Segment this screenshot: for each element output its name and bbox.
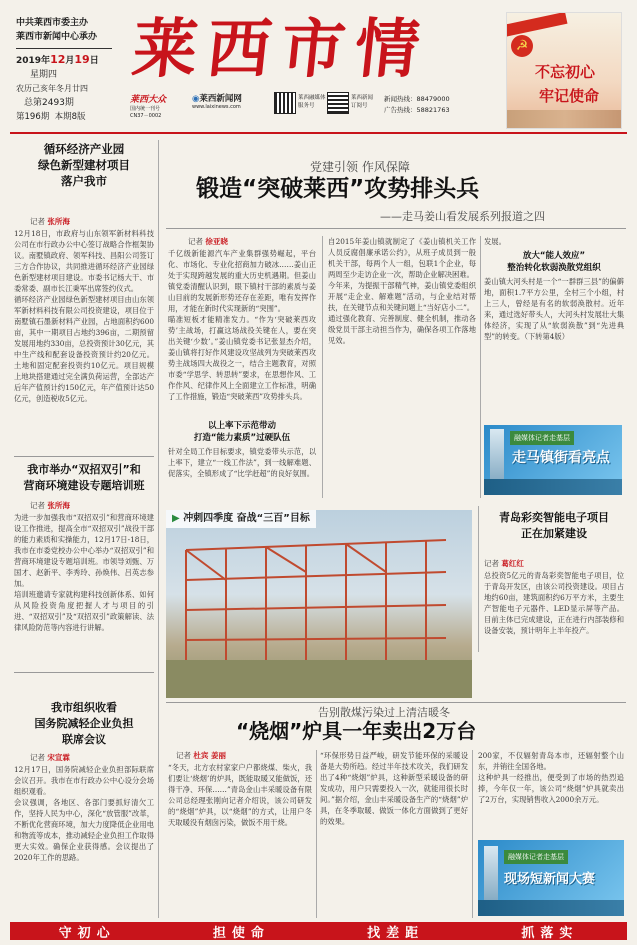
lead-col3-body: 姜山镇大河头村是一个“一群群三县”的偏僻地，面积1.7平方公里，全村三个小组，村上三人，曾经是有名的软弱涣散村。近年来，通过选好带头人，大河头村发展壮大集体经济，实现了从“软弱涣散”到“先进典型”的转变。（下转第4版） xyxy=(484,277,624,341)
promo2-title: 现场短新闻大赛 xyxy=(504,872,596,887)
promo1-tag: 融媒体记者走基层 xyxy=(510,431,574,445)
promo-street-highlights[interactable] xyxy=(484,425,622,495)
lead-byline: 记者 徐亚晓 xyxy=(188,237,228,246)
organizer-line: 莱西市新闻中心承办 xyxy=(16,32,98,42)
slogan-banner xyxy=(506,12,622,129)
left-article2-title: 我市举办“双招双引”和 营商环境建设专题培训班 xyxy=(23,463,145,492)
qr1-label: 莱西融媒体 服务号 xyxy=(298,95,326,109)
logo1-name: 莱西大众 xyxy=(130,95,167,105)
lead-col2-body: 自2015年姜山镇就制定了《姜山镇机关工作人员反腐倡廉承诺公约》，从班子成员到一般机关干部，每两个人一组，包联1个企业，每两周至少走访企业一次，帮助企业解决困难。 今年来，为提振干部精气神，姜山镇党委组织开展“走企业、解难题”活动，与企业结对帮扶，在关键节点和关键问题上“当好店小二”。 通过强化教育、完善制度、健全机制，推动各级党员干部主动担当作为，确保各项工作落地见效。 xyxy=(328,237,476,345)
left-sep-1 xyxy=(14,456,154,457)
header-left-info xyxy=(16,16,112,124)
left-article1-body: 12月18日，市政府与山东领军新材料科技公司在市行政办公中心签订战略合作框架协议。南墅镇政府、领军科技、昌阳公司签订三方合作协议，共同推进循环经济产业园绿色新型建材项目建设。市委书记杨大干、市委常委、副市长江秉军出席签约仪式。 循环经济产业园绿色新型建材项目由山东领军新材料科技有限公司投资建设，项目位于南墅镇石墨新材料产业园，占地面积约600亩，其中一期项目占地约396亩，二期预留发展用地约330亩，总投资预计30亿元，其中生产线和配套设备投资预计约20亿元。土地和固定配套投资约10亿元。项目规模上地块搭建通过完全满负荷运营，全部达产后年产值预计约150亿元，年产值预计达50亿元，创造税收5亿元。 xyxy=(14,229,154,403)
left-article3-title: 我市组织收看 国务院减轻企业负担 联席会议 xyxy=(34,701,134,746)
right-mid-divider xyxy=(478,506,479,652)
logo1-code: CN37－0002 xyxy=(130,113,162,119)
news-hotline: 88479000 xyxy=(416,95,450,103)
flag-ribbon xyxy=(506,12,567,38)
lower-title: “烧烟”炉具一年卖出2万台 xyxy=(236,719,477,743)
footer-slogan-2: 担使命 xyxy=(212,925,270,941)
lead-rule xyxy=(166,228,626,229)
ad-hotline: 58821763 xyxy=(416,106,450,114)
city-silhouette xyxy=(507,110,622,128)
lower-rule xyxy=(166,702,626,703)
qr-code-subscribe[interactable] xyxy=(327,92,349,114)
footer-slogan-4: 抓落实 xyxy=(521,925,579,941)
play-icon: ▶ xyxy=(172,513,180,524)
promo2-tag: 融媒体记者走基层 xyxy=(504,850,568,864)
sponsor-line: 中共莱西市委主办 xyxy=(16,18,89,28)
promo1-title: 走马镇街看亮点 xyxy=(512,450,610,466)
right-article-title: 青岛彩奕智能电子项目 正在加紧建设 xyxy=(499,511,609,540)
lunar-date: 农历己亥年冬月廿四 xyxy=(16,84,88,93)
lower-col2-body: “环保形势日益严峻，研发节能环保的采暖设备是大势所趋。经过半年技术攻关，我们研发出了4种“烧烟”炉具，这种新型采暖设备的研发成功，用户只需要投入一次，就能用很长时间。”据介绍，金山丰采暖设备生产的“烧烟”炉具，在冬季取暖、做饭一体化方面做到了更好的效果。 xyxy=(320,751,468,826)
qr2-label: 莱西新闻 订阅号 xyxy=(351,95,374,109)
header-rule xyxy=(10,132,627,134)
logo2-name: ◉莱西新闻网 xyxy=(192,94,242,104)
promo-short-news-contest[interactable] xyxy=(478,840,624,916)
lower-col1-body: “冬天，北方农村家家户户都烧煤、柴火，我们要让‘烧烟’的炉具，既能取暖又能做饭，还得干净、环保……”青岛金山丰采暖设备有限公司总经理张刚向记者介绍说，该公司研发的“烧烟”炉具，以“烧烟”的方式，让用户冬天取暖没有烟囱污染，做饭不用干烧。 xyxy=(168,763,312,827)
lower-col-div2 xyxy=(472,750,473,918)
lead-subhead1: 以上率下示范带动 打造“能力素质”过硬队伍 xyxy=(193,421,291,443)
hotlines: 新闻热线：88479000 广告热线：58821763 xyxy=(384,95,450,114)
weekday: 星期四 xyxy=(30,70,58,80)
lead-subtitle: ——走马姜山看发展系列报道之四 xyxy=(380,210,545,223)
logo1-cn: 国内统一刊号 xyxy=(130,106,161,112)
footer-slogan-3: 找差距 xyxy=(367,925,425,941)
right-article-byline: 记者 葛红红 xyxy=(484,559,524,568)
globe-icon: ◉ xyxy=(192,94,200,104)
lower-kicker: 告别散煤污染过上清洁暖冬 xyxy=(318,706,450,719)
lead-col-div2 xyxy=(480,236,481,498)
left-article3-byline: 记者 宋宣霖 xyxy=(30,753,70,762)
lead-col1-body: 千亿级新能源汽车产业集群强势崛起，平台化、市场化、专业化招商加力破冰……姜山正处于实现跨越发展的重大历史机遇期。但姜山镇党委清醒认识到，眼下镇村干部的素质与姜山目前的发展新形势还存在差距，唯有发挥作用，才能在新时代实现新的“突围”。 瞄准短板才能精准发力。“作为‘突破莱西攻势’主战场，打赢这场战役关键在人，要在突出关键‘少数’。”姜山镇党委书记张显杰介绍，姜山镇将打好作风建设攻坚战列为突破莱西攻势主战场四大战役之一，结合主题教育，对照市委“学思学、转思转”要求，在思想作风、工作作风、纪律作风上全面建立工作标准，明确了工作措施，锻造“突破莱西”攻势排头兵。 xyxy=(168,249,316,401)
left-article1-title: 循环经济产业园 绿色新型建材项目 落户我市 xyxy=(38,142,130,188)
lower-col-div1 xyxy=(316,750,317,918)
lead-subhead2: 放大“能人效应” 整治转化软弱涣散党组织 xyxy=(507,251,601,273)
lead-col3-label: 发展。 xyxy=(484,237,506,246)
lead-col1-after: 针对全局工作目标要求，镇党委带头示范，以上率下，建立“一线工作法”，到一线解难题、促落实，全镇形成了“比学赶超”的良好氛围。 xyxy=(168,447,316,478)
logo2-url: www.laixinews.com xyxy=(192,104,241,110)
qr-code-service[interactable] xyxy=(274,92,296,114)
construction-photo xyxy=(166,510,472,698)
steel-frame-building xyxy=(166,510,472,698)
left-article1-byline: 记者 张所海 xyxy=(30,217,70,226)
left-col-divider xyxy=(158,140,159,918)
lead-title: 锻造“突破莱西”攻势排头兵 xyxy=(196,176,480,202)
lower-byline: 记者 杜宾 姜丽 xyxy=(176,751,227,760)
lead-kicker: 党建引领 作风保障 xyxy=(310,160,410,174)
logo-laixi-news xyxy=(192,92,272,110)
promo1-skyline xyxy=(484,479,622,495)
lower-col3-body: 200家，不仅辐射青岛本市，还辐射整个山东，并销往全国各地。 这种炉具一经推出，便受到了市场的热烈追捧，今年仅一年，该公司“烧烟”炉具就卖出了2万台，实现销售收入2000余万元。 xyxy=(478,751,624,804)
total-issue: 总第2493期 xyxy=(24,98,74,108)
footer-slogan-1: 守初心 xyxy=(58,925,116,941)
tv-tower-icon-2 xyxy=(484,846,498,908)
left-article3-body: 12月17日，国务院减轻企业负担部际联席会议召开。我市在市行政办公中心设分会场组织观看。 会议强调，各地区、各部门要抓好清欠工作，坚持人民为中心，深化“放管服”改革，不断优化营商环境，加大力度降低企业用电和物流等成本，推动减轻企业负担工作取得更大实效。确保企业获得感。会议提出了2020年工作的思路。 xyxy=(14,765,154,862)
slogan-line1: 不忘初心 xyxy=(535,63,596,81)
logo-laixi-dazhong xyxy=(130,92,190,119)
left-article2-body: 为进一步加强我市“双招双引”和营商环境建设工作推进，提高全市“双招双引”战役干部的能力素质和实操能力，12月17日-18日，我市在市委党校办公中心举办“双招双引”和营商环境建设专题培训班。市领导刘甄、万国才、赵新平、李秀玲、孙焕伟、吕英志参加。 培训班邀请专家就构建科技创新体系、如何从风险投资角度把握人才与项目的引进、“双招双引”及“双招双引”政策解读、法律风险防范等内容进行讲解。 xyxy=(14,513,154,632)
photo-caption-tag: ▶ 冲刺四季度 奋战“三百”目标 xyxy=(166,510,316,528)
party-emblem-icon: ☭ xyxy=(511,35,533,57)
left-sep-2 xyxy=(14,672,154,673)
promo2-skyline xyxy=(478,900,624,916)
lead-col-div1 xyxy=(322,236,323,498)
issue-date: 2019年12月19日 xyxy=(16,53,99,66)
left-article2-byline: 记者 张所海 xyxy=(30,501,70,510)
issue-number: 第196期 本期8版 xyxy=(16,112,86,122)
slogan-line2: 牢记使命 xyxy=(539,87,600,105)
masthead: 莱西市情 xyxy=(129,12,433,87)
right-article-body: 总投资5亿元的青岛彩奕智能电子项目，位于青岛开发区，由该公司投资建设。项目占地约60亩，建筑面积约6万平方米，主要生产智能电子元器件、LED显示屏等产品。目前主体已完成建设，正在进行内部装修和设备安装，预计明年上半年投产。 xyxy=(484,571,624,635)
footer-slogan-bar xyxy=(10,922,627,940)
